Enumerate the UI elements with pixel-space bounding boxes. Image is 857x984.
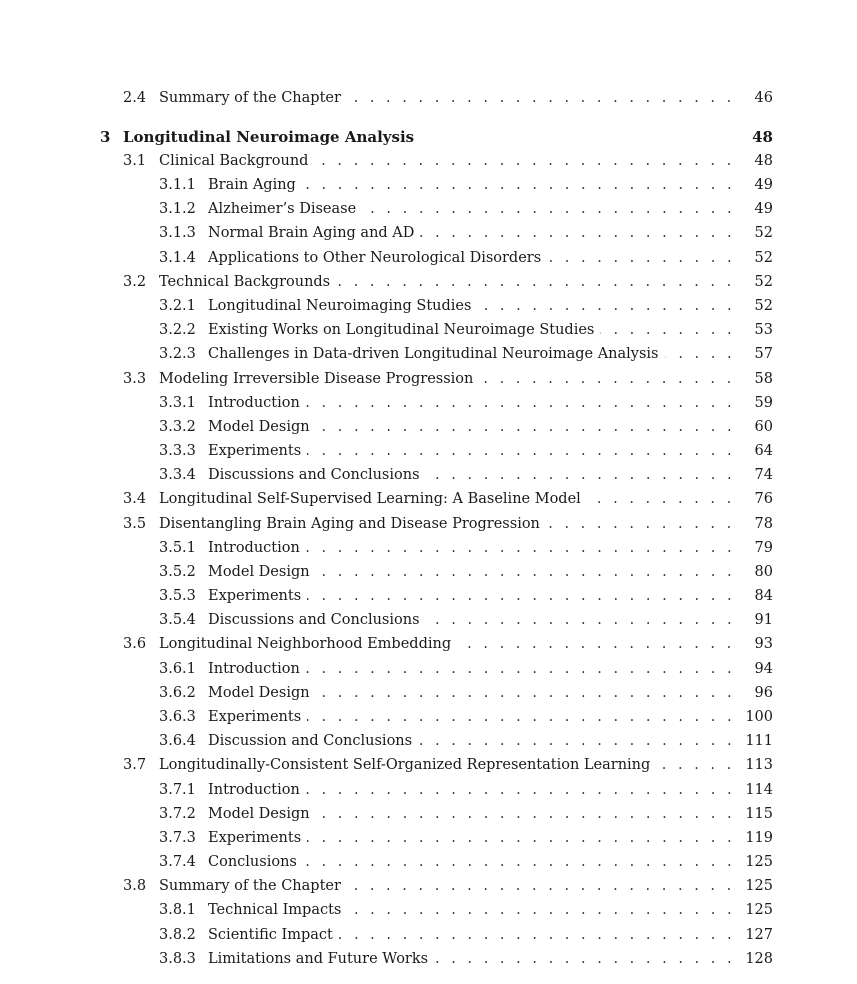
- toc-entry[interactable]: [0, 947, 857, 971]
- toc-entry[interactable]: [0, 560, 857, 584]
- entry-number: 3.1.4: [159, 250, 196, 266]
- toc-entry[interactable]: [0, 584, 857, 608]
- toc-entry[interactable]: [0, 197, 857, 221]
- entry-title[interactable]: Experiments: [208, 705, 307, 729]
- entry-title[interactable]: Longitudinal Neuroimage Analysis: [123, 125, 420, 149]
- entry-number: 3.3.2: [159, 419, 196, 435]
- entry-number: 3.8: [123, 878, 147, 894]
- toc-entry[interactable]: [0, 874, 857, 898]
- entry-number: 2.4: [123, 90, 147, 106]
- page-number: 79: [754, 540, 773, 556]
- entry-number: 3.6.3: [159, 709, 196, 725]
- entry-number: 3.8.2: [159, 927, 196, 943]
- entry-title[interactable]: Applications to Other Neurological Disorders: [208, 246, 547, 270]
- page-number: 59: [754, 395, 773, 411]
- toc-entry[interactable]: [0, 705, 857, 729]
- entry-number: 3.7: [123, 757, 147, 773]
- page-number: 91: [754, 612, 773, 628]
- toc-entry[interactable]: [0, 86, 857, 110]
- entry-number: 3.7.3: [159, 830, 196, 846]
- toc-entry[interactable]: [0, 173, 857, 197]
- page-number: 125: [745, 878, 773, 894]
- entry-title[interactable]: Introduction: [208, 536, 306, 560]
- entry-number: 3.5.2: [159, 564, 196, 580]
- entry-number: 3: [100, 128, 111, 146]
- entry-title[interactable]: Model Design: [208, 681, 316, 705]
- page-number: 114: [745, 782, 773, 798]
- entry-number: 3.2.3: [159, 346, 196, 362]
- page-number: 94: [754, 661, 773, 677]
- entry-title[interactable]: Scientific Impact: [208, 923, 339, 947]
- page-number: 125: [745, 854, 773, 870]
- toc-entry[interactable]: [0, 898, 857, 922]
- toc-entry[interactable]: [0, 270, 857, 294]
- entry-title[interactable]: Modeling Irreversible Disease Progression: [159, 367, 479, 391]
- toc-entry[interactable]: [0, 826, 857, 850]
- toc-entry[interactable]: [0, 681, 857, 705]
- entry-number: 3.1.2: [159, 201, 196, 217]
- page-number: 49: [754, 201, 773, 217]
- entry-title[interactable]: Longitudinal Neighborhood Embedding: [159, 632, 457, 656]
- page-number: 128: [745, 951, 773, 967]
- page-number: 125: [745, 902, 773, 918]
- toc-entry[interactable]: [0, 415, 857, 439]
- entry-title[interactable]: Brain Aging: [208, 173, 302, 197]
- entry-number: 3.7.1: [159, 782, 196, 798]
- entry-title[interactable]: Experiments: [208, 826, 307, 850]
- entry-number: 3.6: [123, 636, 147, 652]
- page-number: 52: [754, 225, 773, 241]
- entry-title[interactable]: Disentangling Brain Aging and Disease Progression: [159, 512, 546, 536]
- page-number: 127: [745, 927, 773, 943]
- page-number: 74: [754, 467, 773, 483]
- toc-entry[interactable]: [0, 632, 857, 656]
- entry-number: 3.8.3: [159, 951, 196, 967]
- toc-entry[interactable]: [0, 391, 857, 415]
- page-number: 46: [754, 90, 773, 106]
- entry-title[interactable]: Introduction: [208, 391, 306, 415]
- toc-entry[interactable]: [0, 439, 857, 463]
- entry-number: 3.3: [123, 371, 147, 387]
- page-number: 119: [745, 830, 773, 846]
- page-number: 80: [754, 564, 773, 580]
- toc-entry[interactable]: [0, 294, 857, 318]
- toc-entry[interactable]: [0, 367, 857, 391]
- page-number: 113: [745, 757, 773, 773]
- entry-number: 3.1.3: [159, 225, 196, 241]
- toc-entry[interactable]: [0, 850, 857, 874]
- entry-title[interactable]: Normal Brain Aging and AD: [208, 221, 420, 245]
- entry-number: 3.7.4: [159, 854, 196, 870]
- entry-title[interactable]: Discussion and Conclusions: [208, 729, 418, 753]
- page-number: 53: [754, 322, 773, 338]
- entry-title[interactable]: Summary of the Chapter: [159, 874, 347, 898]
- entry-title[interactable]: Limitations and Future Works: [208, 947, 434, 971]
- page-number: 57: [754, 346, 773, 362]
- page-number: 64: [754, 443, 773, 459]
- toc-entry[interactable]: [0, 318, 857, 342]
- toc-entry[interactable]: [0, 608, 857, 632]
- entry-title[interactable]: Experiments: [208, 584, 307, 608]
- entry-title[interactable]: Clinical Background: [159, 149, 314, 173]
- entry-title[interactable]: Longitudinally-Consistent Self-Organized Representation Learning: [159, 753, 656, 777]
- page-number: 52: [754, 250, 773, 266]
- toc-entry[interactable]: [0, 923, 857, 947]
- toc-entry[interactable]: [0, 487, 857, 511]
- entry-title[interactable]: Conclusions: [208, 850, 303, 874]
- page-number: 115: [745, 806, 773, 822]
- entry-title[interactable]: Alzheimer’s Disease: [208, 197, 362, 221]
- page-number: 78: [754, 516, 773, 532]
- toc-entry[interactable]: [0, 753, 857, 777]
- entry-number: 3.5.1: [159, 540, 196, 556]
- entry-number: 3.6.1: [159, 661, 196, 677]
- entry-title[interactable]: Model Design: [208, 415, 316, 439]
- entry-number: 3.7.2: [159, 806, 196, 822]
- entry-number: 3.5.4: [159, 612, 196, 628]
- entry-title[interactable]: Technical Impacts: [208, 898, 347, 922]
- page-number: 49: [754, 177, 773, 193]
- entry-title[interactable]: Introduction: [208, 778, 306, 802]
- toc-entry[interactable]: [0, 463, 857, 487]
- entry-number: 3.8.1: [159, 902, 196, 918]
- page-number: 52: [754, 274, 773, 290]
- toc-entry[interactable]: [0, 342, 857, 366]
- entry-number: 3.2: [123, 274, 147, 290]
- entry-title[interactable]: Longitudinal Self-Supervised Learning: A Baseline Model: [159, 487, 587, 511]
- toc-entry[interactable]: [0, 802, 857, 826]
- page-number: 48: [752, 128, 773, 146]
- page-number: 93: [754, 636, 773, 652]
- entry-number: 3.3.4: [159, 467, 196, 483]
- toc-entry[interactable]: [0, 536, 857, 560]
- entry-title[interactable]: Summary of the Chapter: [159, 86, 347, 110]
- entry-title[interactable]: Introduction: [208, 657, 306, 681]
- entry-title[interactable]: Model Design: [208, 560, 316, 584]
- entry-number: 3.3.3: [159, 443, 196, 459]
- toc-entry[interactable]: [0, 221, 857, 245]
- page-number: 60: [754, 419, 773, 435]
- entry-number: 3.6.4: [159, 733, 196, 749]
- entry-number: 3.5: [123, 516, 147, 532]
- page-number: 100: [745, 709, 773, 725]
- entry-number: 3.1: [123, 153, 147, 169]
- entry-title[interactable]: Discussions and Conclusions: [208, 463, 426, 487]
- entry-title[interactable]: Longitudinal Neuroimaging Studies: [208, 294, 477, 318]
- toc-entry[interactable]: [0, 512, 857, 536]
- entry-number: 3.6.2: [159, 685, 196, 701]
- toc-entry[interactable]: [0, 778, 857, 802]
- entry-title[interactable]: Discussions and Conclusions: [208, 608, 426, 632]
- toc-chapter[interactable]: [0, 125, 857, 149]
- entry-number: 3.2.2: [159, 322, 196, 338]
- entry-title[interactable]: Existing Works on Longitudinal Neuroimage Studies: [208, 318, 600, 342]
- page-number: 58: [754, 371, 773, 387]
- toc-entry[interactable]: [0, 246, 857, 270]
- entry-number: 3.3.1: [159, 395, 196, 411]
- entry-title[interactable]: Experiments: [208, 439, 307, 463]
- page-number: 48: [754, 153, 773, 169]
- entry-number: 3.4: [123, 491, 147, 507]
- toc-entry[interactable]: [0, 149, 857, 173]
- page-number: 76: [754, 491, 773, 507]
- entry-title[interactable]: Challenges in Data-driven Longitudinal Neuroimage Analysis: [208, 342, 665, 366]
- entry-number: 3.1.1: [159, 177, 196, 193]
- page-number: 96: [754, 685, 773, 701]
- entry-number: 3.5.3: [159, 588, 196, 604]
- toc-entry[interactable]: [0, 729, 857, 753]
- entry-title[interactable]: Model Design: [208, 802, 316, 826]
- entry-title[interactable]: Technical Backgrounds: [159, 270, 336, 294]
- entry-number: 3.2.1: [159, 298, 196, 314]
- page-number: 52: [754, 298, 773, 314]
- toc-entry[interactable]: [0, 657, 857, 681]
- page-number: 84: [754, 588, 773, 604]
- page-number: 111: [745, 733, 773, 749]
